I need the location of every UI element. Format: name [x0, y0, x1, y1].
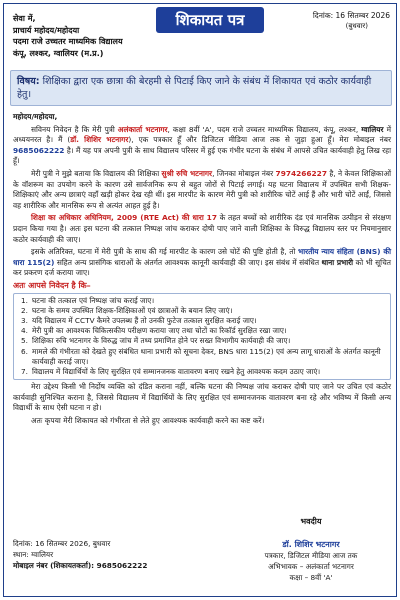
item-text: मेरी पुत्री का आवश्यक चिकित्सकीय परीक्षण कराया जाए तथा चोटों का रिकॉर्ड सुरक्षित रखा जाए।	[32, 326, 287, 336]
list-item	[18, 367, 386, 377]
list-item	[18, 316, 386, 326]
text-run: में अध्ययनरत है। मैं (	[13, 124, 391, 145]
paragraph-2	[13, 169, 391, 211]
recipient-block	[13, 13, 123, 59]
letter-footer	[13, 516, 391, 596]
text-run: सविनय निवेदन है कि मेरी पुत्री	[31, 124, 118, 134]
item-number: 2.	[21, 305, 28, 315]
subject-text: शिक्षिका द्वारा एक छात्रा की बेरहमी से पिटाई किए जाने के संबंध में शिकायत एवं कठोर कार्यवाही हेतु।	[17, 76, 372, 100]
recipient-line: कंपू, लश्कर, ग्वालियर (म.प्र.)	[13, 48, 104, 58]
rte-act-reference: शिक्षा का अधिकार अधिनियम, 2009 (RTE Act) की धारा 17	[31, 213, 217, 223]
closing: भवदीय	[300, 517, 322, 526]
city-name: ग्वालियर	[361, 124, 384, 134]
complainant-mobile: 9685062222	[13, 145, 65, 155]
item-number: 5.	[21, 336, 28, 346]
item-number: 6.	[21, 346, 28, 356]
bns-reference: भारतीय न्याय संहिता (BNS) की धारा 115(2)	[13, 247, 391, 267]
list-item	[18, 347, 386, 367]
signer-name: डॉ. शिशिर भटनागर	[282, 540, 340, 549]
item-number: 3.	[21, 315, 28, 325]
item-number: 1.	[21, 295, 28, 305]
item-text: घटना की तत्काल एवं निष्पक्ष जांच कराई जाए।	[32, 295, 155, 305]
footer-mobile: मोबाइल नंबर (शिकायतकर्ता): 9685062222	[13, 561, 148, 570]
student-name: अलंकार्ता भटनागर	[117, 124, 168, 134]
item-text: मामले की गंभीरता को देखते हुए संबंधित थाना प्रभारी को सूचना देकर, BNS धारा 115(2) एवं अन्य लागू धाराओं के अंतर्गत कानूनी कार्यवाही कराई जाए।	[32, 346, 381, 366]
text-run: इसके अतिरिक्त, घटना में मेरी पुत्री के साथ की गई मारपीट के कारण उसे चोटें की पुष्टि होती है, तो	[31, 247, 298, 257]
text-run: है, ने केवल शिक्षिकाओं के वॉशरूम का उपयोग करने के कारण उसे सार्वजनिक रूप से बहुत जोरों से पिटाई लगाई। यह घटना विद्यालय में उपस्थित सभी शिक्षक-शिक्षिकाएं और अन्य छात्राएं वहाँ खड़ी होकर देख रही थीं। इस मारपीट के कारण मेरी पुत्री को शारीरिक चोटें आई हैं और भारी चोटें आईं, जिससे वह शारीरिक और मानसिक रूप से अत्यंत आहत हुई है।	[13, 168, 392, 210]
subject-band	[10, 70, 392, 106]
requests-list	[13, 293, 391, 381]
item-text: यदि विद्यालय में CCTV कैमरे उपलब्ध हैं तो उनकी फुटेज तत्काल सुरक्षित कराई जाए।	[32, 315, 257, 325]
text-run: , कक्षा 8वीं 'A', पदम राजे उच्चतर माध्यमिक विद्यालय, कंपू, लश्कर,	[167, 124, 362, 134]
letter-body	[13, 112, 391, 429]
recipient-line: पदमा राजे उच्चतर माध्यमिक विद्यालय	[13, 37, 123, 46]
paragraph-5: मेरा उद्देश्य किसी भी निर्दोष व्यक्ति को दंडित कराना नहीं, बल्कि घटना की निष्पक्ष जांच कराकर दोषी पाए जाने पर उचित एवं कठोर कार्यवाही सुनिश्चित कराना है, जिससे विद्यालय में विद्यार्थियों के लिए सुरक्षित एवं सम्मानजनक वातावरण बना रहे और भविष्य में किसी अन्य विद्यार्थी के साथ ऐसी घटना न हो।	[13, 382, 391, 413]
text-run: के तहत बच्चों को शारीरिक दंड एवं मानसिक उत्पीड़न से संरक्षण प्रदान किया गया है। अतः इस घटना की तत्काल निष्पक्ष जांच कराकर दोषी पाए जाने वाली शिक्षिका के विरुद्ध विद्यालय स्तर पर नियमानुसार कठोर कार्यवाही की जाए।	[13, 213, 392, 244]
header-date: दिनांक: 16 सितम्बर 2026	[312, 11, 390, 20]
complainant-name: डॉ. शिशिर भटनागर	[70, 135, 129, 145]
list-item	[18, 336, 386, 346]
header-day: (बुधवार)	[345, 22, 368, 30]
signer-class: कक्षा – 8वीं 'A'	[289, 573, 333, 582]
requests-heading: अतः आपसे निवेदन है कि–	[13, 280, 91, 290]
text-run: ), एक पत्रकार हूँ और डिजिटल मीडिया आज तक से जुड़ा हुआ हूँ। मेरा मोबाइल नंबर	[128, 135, 391, 145]
signer-guardian: अभिभावक – अलंकार्ता भटनागर	[268, 562, 354, 571]
teacher-name: सुश्री रुचि भटनागर	[161, 168, 213, 178]
text-run: सहित अन्य प्रासंगिक धाराओं के अंतर्गत आवश्यक कानूनी कार्यवाही की जाए। इस संबंध में संबंधित	[54, 257, 322, 267]
page-title: शिकायत पत्र	[156, 7, 264, 33]
text-run: को भी सूचित कर प्रकरण दर्ज कराया जाए।	[13, 257, 391, 278]
list-item	[18, 326, 386, 336]
paragraph-3	[13, 213, 391, 245]
header	[4, 4, 396, 66]
footer-date: दिनांक: 16 सितम्बर 2026, बुधवार	[13, 539, 111, 548]
footer-details	[13, 538, 147, 571]
complaint-letter	[3, 3, 397, 597]
paragraph-4	[13, 247, 391, 279]
subject-label: विषय:	[17, 76, 40, 87]
teacher-mobile: 7974266227	[275, 168, 327, 178]
signer-role: पत्रकार, डिजिटल मीडिया आज तक	[264, 551, 358, 560]
list-item	[18, 306, 386, 316]
paragraph-1	[13, 125, 391, 167]
paragraph-6: अतः कृपया मेरी शिकायत को गंभीरता से लेते हुए आवश्यक कार्यवाही करने का कष्ट करें।	[31, 415, 265, 425]
footer-place: स्थान: ग्वालियर	[13, 550, 54, 559]
recipient-line: प्राचार्य महोदय/महोदया	[13, 25, 80, 35]
item-text: विद्यालय में विद्यार्थियों के लिए सुरक्षित एवं सम्मानजनक वातावरण बनाए रखने हेतु आवश्यक कदम उठाए जाएं।	[32, 366, 321, 376]
salutation: महोदय/महोदया,	[13, 112, 58, 121]
signature-block	[231, 516, 391, 583]
text-run: , जिनका मोबाइल नंबर	[212, 168, 276, 178]
text-run: है। मैं यह पत्र अपनी पुत्री के साथ विद्यालय परिसर में हुई एक गंभीर घटना के संबंध में आपसे उचित कार्यवाही हेतु लिख रहा हूँ।	[13, 145, 391, 166]
signature-space	[231, 527, 391, 539]
item-text: शिक्षिका रुचि भटनागर के विरुद्ध जांच में तथ्य प्रमाणित होने पर सख्त विभागीय कार्यवाही की जाए।	[32, 336, 291, 346]
police-reference: थाना प्रभारी	[321, 257, 354, 267]
item-number: 4.	[21, 326, 28, 336]
recipient-line: सेवा में,	[13, 14, 36, 23]
text-run: मेरी पुत्री ने मुझे बताया कि विद्यालय की शिक्षिका	[31, 168, 162, 178]
item-text: घटना के समय उपस्थित शिक्षक-शिक्षिकाओं एवं छात्राओं के बयान लिए जाएं।	[32, 305, 233, 315]
list-item	[18, 296, 386, 306]
item-number: 7.	[21, 366, 28, 376]
